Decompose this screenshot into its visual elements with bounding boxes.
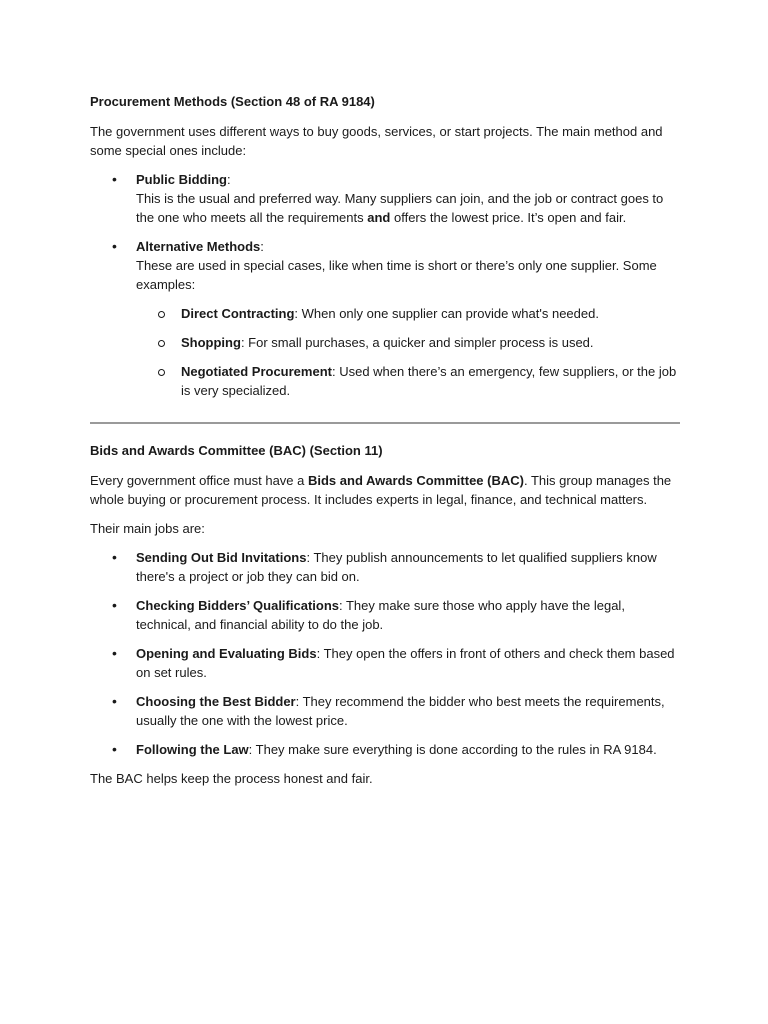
list-item-best-bidder xyxy=(90,692,680,730)
bac-jobs-list xyxy=(90,548,680,759)
horizontal-divider xyxy=(90,422,680,424)
negotiated-procurement-text: : Used when there’s an emergency, few suppliers, or the job is very specialized. xyxy=(181,364,677,398)
list-item-public-bidding xyxy=(90,170,680,227)
document-page xyxy=(90,92,680,798)
bac-intro-before: Every government office must have a xyxy=(90,473,308,488)
job-text: : They publish announcements to let qualified suppliers know there's a project or job they can bid on. xyxy=(136,550,657,584)
direct-contracting-label: Direct Contracting xyxy=(181,306,295,321)
list-item-direct-contracting xyxy=(136,304,680,323)
bac-jobs-intro: Their main jobs are: xyxy=(90,521,205,536)
bac-intro xyxy=(90,471,680,509)
job-text: : They recommend the bidder who best meets the requirements, usually the one with the lowest price. xyxy=(136,694,665,728)
negotiated-procurement-label: Negotiated Procurement xyxy=(181,364,332,379)
procurement-intro: The government uses different ways to buy goods, services, or start projects. The main method and some special ones include: xyxy=(90,124,663,158)
list-item-alternative-methods xyxy=(90,237,680,400)
section-heading-bac: Bids and Awards Committee (BAC) (Section 11) xyxy=(90,443,383,458)
public-bidding-label: Public Bidding xyxy=(136,172,227,187)
bac-intro-bold: Bids and Awards Committee (BAC) xyxy=(307,473,524,488)
job-label: Following the Law xyxy=(136,742,249,757)
public-bidding-bold-and: and xyxy=(367,210,391,225)
direct-contracting-text: : When only one supplier can provide what's needed. xyxy=(294,306,599,321)
list-item-bid-invitations xyxy=(90,548,680,586)
alternative-methods-label: Alternative Methods xyxy=(136,239,261,254)
job-label: Opening and Evaluating Bids xyxy=(136,646,317,661)
procurement-methods-list xyxy=(90,170,680,400)
bac-closing: The BAC helps keep the process honest and fair. xyxy=(90,771,373,786)
shopping-label: Shopping xyxy=(181,335,241,350)
shopping-text: : For small purchases, a quicker and simpler process is used. xyxy=(240,335,594,350)
list-item-evaluating-bids xyxy=(90,644,680,682)
public-bidding-description xyxy=(136,189,680,227)
list-item-following-law xyxy=(90,740,680,759)
job-label: Choosing the Best Bidder xyxy=(136,694,296,709)
public-bidding-colon: : xyxy=(227,172,231,187)
job-text: : They make sure those who apply have the legal, technical, and financial ability to do the job. xyxy=(136,598,625,632)
alternative-methods-description: These are used in special cases, like when time is short or there’s only one supplier. Some examples: xyxy=(136,258,657,292)
public-bidding-text-after: offers the lowest price. It’s open and fair. xyxy=(390,210,627,225)
list-item-negotiated-procurement xyxy=(136,362,680,400)
public-bidding-text-before: This is the usual and preferred way. Many suppliers can join, and the job or contract goes to the one who meets all the requirements xyxy=(136,191,664,225)
job-text: : They make sure everything is done according to the rules in RA 9184. xyxy=(248,742,657,757)
job-label: Checking Bidders’ Qualifications xyxy=(136,598,339,613)
list-item-shopping xyxy=(136,333,680,352)
alternative-methods-examples xyxy=(136,304,680,400)
list-item-bidder-qualifications xyxy=(90,596,680,634)
job-label: Sending Out Bid Invitations xyxy=(136,550,307,565)
bac-intro-after: . This group manages the whole buying or procurement process. It includes experts in legal, finance, and technical matters. xyxy=(90,473,672,507)
section-heading-procurement-methods: Procurement Methods (Section 48 of RA 9184) xyxy=(90,94,375,109)
job-text: : They open the offers in front of others and check them based on set rules. xyxy=(136,646,675,680)
alternative-methods-colon: : xyxy=(260,239,264,254)
